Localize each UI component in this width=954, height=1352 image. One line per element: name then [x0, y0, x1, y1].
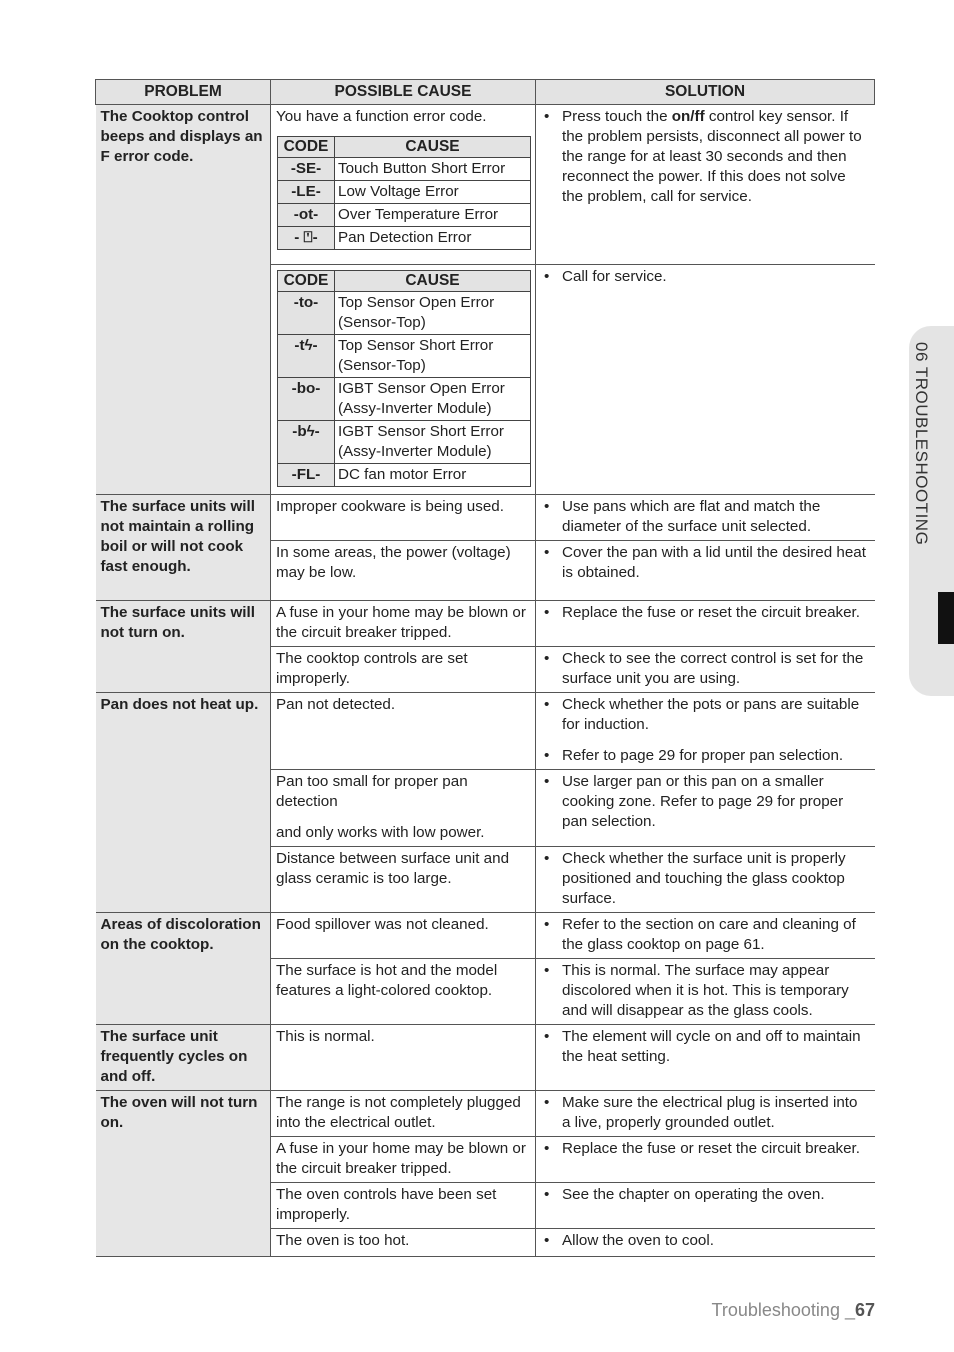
solution-cell — [536, 601, 875, 647]
solution-text: The element will cycle on and off to maintain the heat setting. — [562, 1028, 861, 1065]
table-row — [96, 601, 875, 647]
solution-text: Call for service. — [562, 268, 667, 285]
solution-text: Check whether the pots or pans are suitable for induction. — [562, 696, 860, 733]
section-marker — [938, 592, 954, 644]
page-number: 67 — [854, 1300, 875, 1320]
error-cause: Over Temperature Error — [335, 204, 531, 227]
error-cause: IGBT Sensor Short Error (Assy-Inverter Module) — [335, 421, 531, 464]
solution-text: Cover the pan with a lid until the desired heat is obtained. — [562, 544, 866, 581]
cause-cell — [271, 770, 536, 847]
problem-cell: The surface unit frequently cycles on and off. — [96, 1025, 271, 1091]
cause-cell: In some areas, the power (voltage) may be low. — [271, 541, 536, 601]
error-cause: Top Sensor Short Error (Sensor-Top) — [335, 335, 531, 378]
solution-text: Check whether the surface unit is properly positioned and touching the glass cooktop surface. — [562, 850, 846, 907]
solution-text: Use larger pan or this pan on a smaller cooking zone. Refer to page 29 for proper pan selection. — [562, 773, 844, 830]
solution-cell — [536, 847, 875, 913]
header-cause: POSSIBLE CAUSE — [271, 80, 536, 105]
bullet-icon: • — [544, 747, 550, 764]
cause-cell: The oven controls have been set improperly. — [271, 1183, 536, 1229]
cause-cell — [271, 105, 536, 265]
table-row — [96, 495, 875, 541]
bullet-icon: • — [544, 773, 550, 790]
bullet-icon: • — [544, 544, 550, 561]
problem-cell: The surface units will not maintain a rolling boil or will not cook fast enough. — [96, 495, 271, 601]
solution-text: Allow the oven to cool. — [562, 1232, 714, 1249]
header-solution: SOLUTION — [536, 80, 875, 105]
error-code: -bϟ- — [278, 421, 335, 464]
bullet-icon: • — [544, 1140, 550, 1157]
cause-cell: Distance between surface unit and glass ceramic is too large. — [271, 847, 536, 913]
cause-cell — [271, 265, 536, 495]
bullet-icon: • — [544, 1094, 550, 1111]
cause-cell: The cooktop controls are set improperly. — [271, 647, 536, 693]
section-tab-label: 06 TROUBLESHOOTING — [912, 342, 931, 546]
error-cause: Top Sensor Open Error (Sensor-Top) — [335, 292, 531, 335]
solution-cell — [536, 959, 875, 1025]
bullet-icon: • — [544, 850, 550, 867]
bullet-icon: • — [544, 1232, 550, 1249]
solution-cell — [536, 265, 875, 495]
footer-label: Troubleshooting _ — [711, 1300, 855, 1320]
solution-text: Make sure the electrical plug is inserted into a live, properly grounded outlet. — [562, 1094, 858, 1131]
bullet-icon: • — [544, 1186, 550, 1203]
on-off-key-name: on/ff — [671, 108, 705, 125]
error-code-table — [277, 136, 531, 250]
bullet-icon: • — [544, 604, 550, 621]
cause-cell: The range is not completely plugged into the electrical outlet. — [271, 1091, 536, 1137]
table-row — [96, 1091, 875, 1137]
error-code: -to- — [278, 292, 335, 335]
problem-cell: The Cooktop control beeps and displays an F error code. — [96, 105, 271, 495]
header-problem: PROBLEM — [96, 80, 271, 105]
bullet-icon: • — [544, 650, 550, 667]
error-code: -tϟ- — [278, 335, 335, 378]
problem-cell: Pan does not heat up. — [96, 693, 271, 913]
error-code: -SE- — [278, 158, 335, 181]
table-row — [96, 105, 875, 265]
cause-text: Pan too small for proper pan detection — [276, 773, 468, 810]
solution-text: This is normal. The surface may appear discolored when it is hot. This is temporary and will disappear as the glass cools. — [562, 962, 849, 1019]
solution-text: Replace the fuse or reset the circuit breaker. — [562, 604, 860, 621]
error-cause: IGBT Sensor Open Error (Assy-Inverter Module) — [335, 378, 531, 421]
error-code: -FL- — [278, 464, 335, 487]
problem-cell: The oven will not turn on. — [96, 1091, 271, 1257]
code-header: CODE — [278, 271, 335, 292]
bullet-icon: • — [544, 962, 550, 979]
solution-text: Check to see the correct control is set for the surface unit you are using. — [562, 650, 864, 687]
cause-cell: This is normal. — [271, 1025, 536, 1091]
cause-cell: A fuse in your home may be blown or the circuit breaker tripped. — [271, 601, 536, 647]
cause-cell: A fuse in your home may be blown or the circuit breaker tripped. — [271, 1137, 536, 1183]
bullet-icon: • — [544, 498, 550, 515]
solution-text: Refer to the section on care and cleaning of the glass cooktop on page 61. — [562, 916, 856, 953]
error-code-table — [277, 270, 531, 487]
error-cause: Pan Detection Error — [335, 227, 531, 250]
solution-text: Use pans which are flat and match the diameter of the surface unit selected. — [562, 498, 821, 535]
header-row — [96, 80, 875, 105]
solution-text: Press touch the on/ff control key sensor. If the problem persists, disconnect all power to the range for at least 30 seconds and then reconnect the power. If this does not solve the problem, call for service. — [562, 108, 862, 205]
page-footer — [712, 1300, 875, 1321]
solution-cell — [536, 1137, 875, 1183]
error-cause: Touch Button Short Error — [335, 158, 531, 181]
troubleshooting-table — [95, 79, 875, 1257]
solution-cell — [536, 1229, 875, 1257]
code-header: CODE — [278, 137, 335, 158]
solution-cell — [536, 1183, 875, 1229]
error-code: -bo- — [278, 378, 335, 421]
solution-cell — [536, 913, 875, 959]
table-row — [96, 1025, 875, 1091]
error-code: - ⍞- — [278, 227, 335, 250]
bullet-icon: • — [544, 268, 550, 285]
solution-cell — [536, 541, 875, 601]
cause-text: and only works with low power. — [276, 824, 485, 841]
solution-cell — [536, 495, 875, 541]
error-cause: Low Voltage Error — [335, 181, 531, 204]
table-row — [96, 913, 875, 959]
solution-text: See the chapter on operating the oven. — [562, 1186, 825, 1203]
solution-cell — [536, 770, 875, 847]
cause-cell: Food spillover was not cleaned. — [271, 913, 536, 959]
cause-cell: Pan not detected. — [271, 693, 536, 770]
table-row — [96, 693, 875, 770]
bullet-icon: • — [544, 696, 550, 713]
solution-cell — [536, 647, 875, 693]
cause-cell: The surface is hot and the model features a light-colored cooktop. — [271, 959, 536, 1025]
bullet-icon: • — [544, 916, 550, 933]
cause-cell: The oven is too hot. — [271, 1229, 536, 1257]
cause-header: CAUSE — [335, 271, 531, 292]
solution-cell — [536, 105, 875, 265]
problem-cell: Areas of discoloration on the cooktop. — [96, 913, 271, 1025]
cause-cell: Improper cookware is being used. — [271, 495, 536, 541]
solution-cell — [536, 693, 875, 770]
cause-intro: You have a function error code. — [276, 108, 487, 125]
solution-text: Replace the fuse or reset the circuit breaker. — [562, 1140, 860, 1157]
error-code: -LE- — [278, 181, 335, 204]
cause-header: CAUSE — [335, 137, 531, 158]
solution-cell — [536, 1025, 875, 1091]
error-cause: DC fan motor Error — [335, 464, 531, 487]
problem-cell: The surface units will not turn on. — [96, 601, 271, 693]
solution-cell — [536, 1091, 875, 1137]
bullet-icon: • — [544, 108, 550, 125]
bullet-icon: • — [544, 1028, 550, 1045]
error-code: -ot- — [278, 204, 335, 227]
solution-text: Refer to page 29 for proper pan selection. — [562, 747, 844, 764]
